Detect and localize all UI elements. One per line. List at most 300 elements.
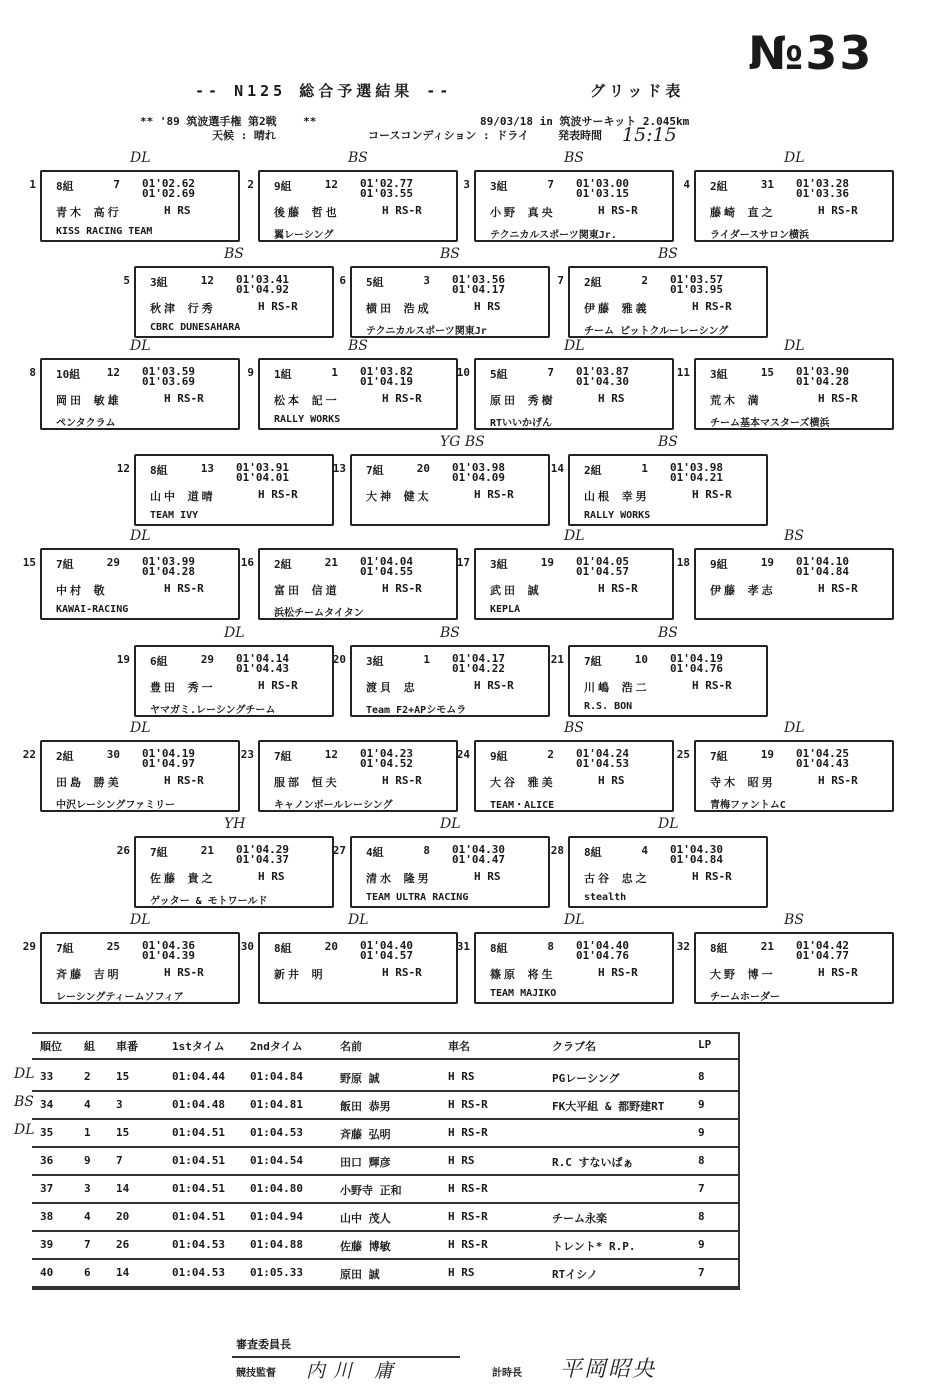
grid-position: 23 bbox=[240, 748, 254, 761]
card-second-time: 01'04.30 bbox=[576, 375, 629, 388]
card-second-time: 01'03.15 bbox=[576, 187, 629, 200]
card-second-time: 01'03.36 bbox=[796, 187, 849, 200]
card-car-name: H RS-R bbox=[382, 582, 422, 595]
grid-card bbox=[40, 358, 240, 430]
card-second-time: 01'04.01 bbox=[236, 471, 289, 484]
card-group: 3組 bbox=[490, 558, 508, 571]
weather: 天候 : 晴れ bbox=[212, 129, 276, 142]
grid-position: 20 bbox=[332, 653, 346, 666]
grid-card bbox=[474, 548, 674, 620]
grid-position: 6 bbox=[339, 274, 346, 287]
card-car-name: H RS-R bbox=[692, 488, 732, 501]
table-cell-t1: 01:04.53 bbox=[172, 1266, 225, 1279]
card-driver-name: 秋津 行秀 bbox=[150, 302, 216, 315]
card-car-name: H RS-R bbox=[692, 870, 732, 883]
table-cell-name: 佐藤 博敏 bbox=[340, 1240, 391, 1253]
card-first-time: 01'04.30 bbox=[670, 843, 723, 856]
grid-position: 18 bbox=[676, 556, 690, 569]
card-group: 7組 bbox=[150, 846, 168, 859]
grid-position: 5 bbox=[123, 274, 130, 287]
table-cell-club: PGレーシング bbox=[552, 1072, 620, 1085]
card-car-number: 29 bbox=[200, 653, 214, 666]
table-header-cell: 名前 bbox=[340, 1040, 362, 1053]
card-first-time: 01'04.36 bbox=[142, 939, 195, 952]
table-cell-t1: 01:04.51 bbox=[172, 1126, 225, 1139]
card-team-name: TEAM ULTRA RACING bbox=[366, 892, 469, 903]
card-group: 3組 bbox=[490, 180, 508, 193]
card-car-number: 20 bbox=[324, 940, 338, 953]
card-car-name: H RS-R bbox=[382, 204, 422, 217]
row-divider bbox=[32, 1090, 738, 1092]
grid-position: 1 bbox=[29, 178, 36, 191]
table-cell-rank: 38 bbox=[40, 1210, 54, 1223]
card-driver-name: 原田 秀樹 bbox=[490, 394, 556, 407]
row-divider bbox=[32, 1286, 738, 1288]
card-car-number: 20 bbox=[416, 462, 430, 475]
card-driver-name: 岡田 敏雄 bbox=[56, 394, 122, 407]
table-header-cell: クラブ名 bbox=[552, 1040, 596, 1053]
table-cell-grp: 1 bbox=[84, 1126, 91, 1139]
card-first-time: 01'04.42 bbox=[796, 939, 849, 952]
card-car-name: H RS-R bbox=[818, 774, 858, 787]
grid-position: 25 bbox=[676, 748, 690, 761]
grid-position: 21 bbox=[550, 653, 564, 666]
table-cell-no: 15 bbox=[116, 1070, 130, 1083]
card-car-number: 12 bbox=[106, 366, 120, 379]
tire-annotation: DL bbox=[130, 528, 151, 544]
card-driver-name: 佐藤 貴之 bbox=[150, 872, 216, 885]
grid-card bbox=[568, 266, 768, 338]
card-group: 7組 bbox=[56, 558, 74, 571]
card-second-time: 01'04.19 bbox=[360, 375, 413, 388]
card-group: 3組 bbox=[150, 276, 168, 289]
card-group: 8組 bbox=[56, 180, 74, 193]
table-cell-club: RTイシノ bbox=[552, 1268, 598, 1281]
tire-annotation: BS bbox=[440, 625, 460, 641]
card-group: 2組 bbox=[584, 276, 602, 289]
card-driver-name: 伊藤 雅義 bbox=[584, 302, 650, 315]
card-group: 2組 bbox=[56, 750, 74, 763]
row-tire-annotation: BS bbox=[14, 1094, 34, 1110]
card-second-time: 01'04.76 bbox=[576, 949, 629, 962]
event-name: ** '89 筑波選手権 第2戦 ** bbox=[140, 115, 317, 128]
tire-annotation: YH bbox=[224, 816, 246, 832]
card-car-number: 1 bbox=[331, 366, 338, 379]
card-first-time: 01'04.25 bbox=[796, 747, 849, 760]
card-team-name: 浜松チームタイタン bbox=[274, 608, 364, 619]
grid-card bbox=[134, 645, 334, 717]
card-second-time: 01'04.43 bbox=[236, 662, 289, 675]
card-driver-name: 田島 勝美 bbox=[56, 776, 122, 789]
grid-card bbox=[568, 836, 768, 908]
table-cell-t1: 01:04.48 bbox=[172, 1098, 225, 1111]
card-first-time: 01'03.98 bbox=[452, 461, 505, 474]
card-first-time: 01'03.98 bbox=[670, 461, 723, 474]
grid-position: 31 bbox=[456, 940, 470, 953]
card-team-name: テクニカルスポーツ関東Jr. bbox=[490, 230, 617, 241]
tire-annotation: BS bbox=[564, 150, 584, 166]
card-team-name: RALLY WORKS bbox=[584, 510, 651, 521]
card-car-number: 2 bbox=[547, 748, 554, 761]
grid-card bbox=[694, 358, 894, 430]
grid-card bbox=[40, 548, 240, 620]
card-driver-name: 川嶋 浩二 bbox=[584, 681, 650, 694]
table-cell-rank: 33 bbox=[40, 1070, 54, 1083]
header-divider bbox=[32, 1058, 738, 1060]
grid-position: 11 bbox=[676, 366, 690, 379]
card-first-time: 01'04.19 bbox=[670, 652, 723, 665]
card-team-name: KEPLA bbox=[490, 604, 521, 615]
card-first-time: 01'03.90 bbox=[796, 365, 849, 378]
card-driver-name: 古谷 忠之 bbox=[584, 872, 650, 885]
tire-annotation: DL bbox=[564, 912, 585, 928]
table-cell-club: R.C すないぱぁ bbox=[552, 1156, 634, 1169]
table-cell-club: チーム永楽 bbox=[552, 1212, 607, 1225]
tire-annotation: BS bbox=[564, 720, 584, 736]
card-car-name: H RS-R bbox=[164, 582, 204, 595]
tire-annotation: BS bbox=[658, 625, 678, 641]
card-driver-name: 山中 道晴 bbox=[150, 490, 216, 503]
card-car-number: 7 bbox=[113, 178, 120, 191]
card-car-name: H RS-R bbox=[818, 392, 858, 405]
grid-position: 27 bbox=[332, 844, 346, 857]
grid-position: 9 bbox=[247, 366, 254, 379]
table-cell-lp: 9 bbox=[698, 1126, 705, 1139]
card-group: 7組 bbox=[56, 942, 74, 955]
steward-signature: 内川 庸 bbox=[306, 1360, 402, 1382]
card-group: 8組 bbox=[584, 846, 602, 859]
table-cell-car: H RS-R bbox=[448, 1182, 488, 1195]
grid-position: 10 bbox=[456, 366, 470, 379]
card-team-name: KAWAI-RACING bbox=[56, 604, 129, 615]
card-group: 7組 bbox=[710, 750, 728, 763]
grid-position: 30 bbox=[240, 940, 254, 953]
card-driver-name: 斉藤 吉明 bbox=[56, 968, 122, 981]
card-second-time: 01'02.69 bbox=[142, 187, 195, 200]
card-team-name: 青梅ファントムC bbox=[710, 800, 786, 811]
table-cell-t2: 01:04.94 bbox=[250, 1210, 303, 1223]
card-second-time: 01'04.47 bbox=[452, 853, 505, 866]
table-cell-car: H RS bbox=[448, 1154, 475, 1167]
table-cell-car: H RS-R bbox=[448, 1126, 488, 1139]
card-car-number: 12 bbox=[324, 748, 338, 761]
table-cell-club: トレント* R.P. bbox=[552, 1240, 636, 1253]
card-second-time: 01'04.22 bbox=[452, 662, 505, 675]
table-cell-grp: 6 bbox=[84, 1266, 91, 1279]
table-cell-no: 15 bbox=[116, 1126, 130, 1139]
grid-position: 7 bbox=[557, 274, 564, 287]
row-divider bbox=[32, 1146, 738, 1148]
table-cell-car: H RS-R bbox=[448, 1210, 488, 1223]
table-cell-no: 3 bbox=[116, 1098, 123, 1111]
card-first-time: 01'04.23 bbox=[360, 747, 413, 760]
card-group: 5組 bbox=[366, 276, 384, 289]
tire-annotation: DL bbox=[130, 912, 151, 928]
row-divider bbox=[32, 1202, 738, 1204]
card-first-time: 01'02.62 bbox=[142, 177, 195, 190]
date-place: 89/03/18 in 筑波サーキット 2.045km bbox=[480, 115, 690, 128]
card-group: 2組 bbox=[710, 180, 728, 193]
grid-card bbox=[258, 170, 458, 242]
card-car-name: H RS-R bbox=[692, 679, 732, 692]
card-driver-name: 富田 信道 bbox=[274, 584, 340, 597]
card-team-name: チームホーダー bbox=[710, 992, 780, 1003]
table-cell-car: H RS-R bbox=[448, 1238, 488, 1251]
table-cell-name: 斉藤 弘明 bbox=[340, 1128, 391, 1141]
tire-annotation: DL bbox=[564, 528, 585, 544]
card-driver-name: 伊藤 孝志 bbox=[710, 584, 776, 597]
timekeeper-label: 計時長 bbox=[492, 1368, 522, 1379]
grid-card bbox=[350, 836, 550, 908]
table-cell-grp: 3 bbox=[84, 1182, 91, 1195]
table-cell-t1: 01:04.51 bbox=[172, 1182, 225, 1195]
table-cell-t2: 01:05.33 bbox=[250, 1266, 303, 1279]
grid-card bbox=[350, 645, 550, 717]
card-team-name: ライダースサロン横浜 bbox=[710, 230, 809, 241]
card-group: 7組 bbox=[366, 464, 384, 477]
card-first-time: 01'04.29 bbox=[236, 843, 289, 856]
grid-position: 32 bbox=[676, 940, 690, 953]
grid-card bbox=[40, 170, 240, 242]
table-cell-t2: 01:04.84 bbox=[250, 1070, 303, 1083]
card-team-name: RTいいかげん bbox=[490, 418, 553, 429]
card-second-time: 01'04.09 bbox=[452, 471, 505, 484]
table-cell-no: 20 bbox=[116, 1210, 130, 1223]
table-cell-t1: 01:04.44 bbox=[172, 1070, 225, 1083]
card-car-number: 21 bbox=[760, 940, 774, 953]
grid-position: 17 bbox=[456, 556, 470, 569]
grid-position: 2 bbox=[247, 178, 254, 191]
card-first-time: 01'03.91 bbox=[236, 461, 289, 474]
table-cell-no: 14 bbox=[116, 1266, 130, 1279]
tire-annotation: DL bbox=[130, 150, 151, 166]
card-driver-name: 青木 高行 bbox=[56, 206, 122, 219]
table-cell-rank: 40 bbox=[40, 1266, 54, 1279]
card-second-time: 01'04.57 bbox=[576, 565, 629, 578]
card-group: 8組 bbox=[710, 942, 728, 955]
grid-sheet-title: グリッド表 bbox=[590, 82, 685, 100]
card-car-name: H RS-R bbox=[598, 966, 638, 979]
card-driver-name: 後藤 哲也 bbox=[274, 206, 340, 219]
tire-annotation: DL bbox=[564, 338, 585, 354]
row-divider bbox=[32, 1230, 738, 1232]
card-second-time: 01'04.52 bbox=[360, 757, 413, 770]
card-driver-name: 服部 恒夫 bbox=[274, 776, 340, 789]
card-first-time: 01'03.56 bbox=[452, 273, 505, 286]
tire-annotation: DL bbox=[784, 338, 805, 354]
card-first-time: 01'04.05 bbox=[576, 555, 629, 568]
table-cell-t2: 01:04.88 bbox=[250, 1238, 303, 1251]
table-cell-rank: 36 bbox=[40, 1154, 54, 1167]
card-group: 3組 bbox=[366, 655, 384, 668]
table-cell-car: H RS bbox=[448, 1070, 475, 1083]
card-second-time: 01'04.84 bbox=[796, 565, 849, 578]
table-cell-lp: 9 bbox=[698, 1098, 705, 1111]
card-first-time: 01'03.28 bbox=[796, 177, 849, 190]
tire-annotation: BS bbox=[348, 338, 368, 354]
table-cell-name: 野原 誠 bbox=[340, 1072, 380, 1085]
table-cell-name: 田口 輝彦 bbox=[340, 1156, 391, 1169]
tire-annotation: DL bbox=[130, 338, 151, 354]
card-team-name: チーム基本マスターズ横浜 bbox=[710, 418, 830, 429]
card-group: 1組 bbox=[274, 368, 292, 381]
card-car-name: H RS-R bbox=[258, 488, 298, 501]
card-team-name: Team F2+APシモムラ bbox=[366, 705, 467, 716]
card-team-name: stealth bbox=[584, 892, 627, 903]
card-car-number: 21 bbox=[200, 844, 214, 857]
grid-card bbox=[694, 932, 894, 1004]
card-car-number: 1 bbox=[423, 653, 430, 666]
table-cell-grp: 9 bbox=[84, 1154, 91, 1167]
announce-label: 発表時間 bbox=[558, 129, 602, 142]
card-group: 5組 bbox=[490, 368, 508, 381]
table-cell-car: H RS-R bbox=[448, 1098, 488, 1111]
card-second-time: 01'03.95 bbox=[670, 283, 723, 296]
card-group: 9組 bbox=[274, 180, 292, 193]
grid-position: 26 bbox=[116, 844, 130, 857]
table-cell-name: 小野寺 正和 bbox=[340, 1184, 402, 1197]
grid-card bbox=[474, 932, 674, 1004]
card-team-name: レーシングティームソフィア bbox=[56, 992, 184, 1003]
grid-card bbox=[134, 836, 334, 908]
card-driver-name: 大谷 雅美 bbox=[490, 776, 556, 789]
table-header-cell: 順位 bbox=[40, 1040, 62, 1053]
steward-label: 競技監督 bbox=[236, 1368, 276, 1379]
card-car-name: H RS-R bbox=[258, 300, 298, 313]
card-team-name: RALLY WORKS bbox=[274, 414, 341, 425]
card-driver-name: 寺木 昭男 bbox=[710, 776, 776, 789]
table-cell-t2: 01:04.53 bbox=[250, 1126, 303, 1139]
card-driver-name: 松本 記一 bbox=[274, 394, 340, 407]
card-driver-name: 清水 隆男 bbox=[366, 872, 432, 885]
card-second-time: 01'04.92 bbox=[236, 283, 289, 296]
card-second-time: 01'03.55 bbox=[360, 187, 413, 200]
card-car-name: H RS-R bbox=[258, 679, 298, 692]
card-car-name: H RS-R bbox=[474, 488, 514, 501]
card-driver-name: 藤崎 直之 bbox=[710, 206, 776, 219]
grid-card bbox=[134, 454, 334, 526]
card-car-number: 8 bbox=[423, 844, 430, 857]
card-car-name: H RS-R bbox=[382, 966, 422, 979]
card-first-time: 01'04.40 bbox=[576, 939, 629, 952]
card-driver-name: 新井 明 bbox=[274, 968, 326, 981]
card-first-time: 01'04.14 bbox=[236, 652, 289, 665]
card-second-time: 01'04.53 bbox=[576, 757, 629, 770]
card-driver-name: 山根 幸男 bbox=[584, 490, 650, 503]
card-car-name: H RS-R bbox=[598, 204, 638, 217]
card-first-time: 01'03.82 bbox=[360, 365, 413, 378]
card-first-time: 01'04.19 bbox=[142, 747, 195, 760]
card-car-number: 8 bbox=[547, 940, 554, 953]
table-header-cell: LP bbox=[698, 1038, 712, 1051]
grid-card bbox=[568, 645, 768, 717]
card-second-time: 01'04.55 bbox=[360, 565, 413, 578]
chief-label: 審査委員長 bbox=[236, 1338, 291, 1351]
card-car-name: H RS-R bbox=[692, 300, 732, 313]
card-team-name: CBRC DUNESAHARA bbox=[150, 322, 241, 333]
card-first-time: 01'03.00 bbox=[576, 177, 629, 190]
table-cell-name: 原田 誠 bbox=[340, 1268, 380, 1281]
tire-annotation: DL bbox=[658, 816, 679, 832]
card-driver-name: 中村 敬 bbox=[56, 584, 108, 597]
row-divider bbox=[32, 1258, 738, 1260]
grid-card bbox=[474, 358, 674, 430]
card-driver-name: 荒木 満 bbox=[710, 394, 762, 407]
tire-annotation: BS bbox=[440, 246, 460, 262]
table-cell-rank: 37 bbox=[40, 1182, 54, 1195]
card-car-number: 19 bbox=[540, 556, 554, 569]
card-group: 7組 bbox=[274, 750, 292, 763]
card-car-name: H RS-R bbox=[164, 774, 204, 787]
card-second-time: 01'04.37 bbox=[236, 853, 289, 866]
table-cell-name: 山中 茂人 bbox=[340, 1212, 391, 1225]
grid-position: 16 bbox=[240, 556, 254, 569]
card-car-name: H RS bbox=[474, 870, 501, 883]
table-cell-rank: 34 bbox=[40, 1098, 54, 1111]
grid-position: 4 bbox=[683, 178, 690, 191]
course-condition: コースコンディション : ドライ bbox=[368, 129, 529, 142]
grid-position: 15 bbox=[22, 556, 36, 569]
table-cell-no: 14 bbox=[116, 1182, 130, 1195]
grid-card bbox=[40, 932, 240, 1004]
card-car-name: H RS bbox=[258, 870, 285, 883]
grid-position: 8 bbox=[29, 366, 36, 379]
card-second-time: 01'04.17 bbox=[452, 283, 505, 296]
card-team-name: テクニカルスポーツ関東Jr bbox=[366, 326, 487, 337]
grid-card bbox=[258, 740, 458, 812]
card-car-name: H RS bbox=[598, 392, 625, 405]
card-car-number: 25 bbox=[106, 940, 120, 953]
card-first-time: 01'03.99 bbox=[142, 555, 195, 568]
grid-card bbox=[474, 170, 674, 242]
grid-position: 24 bbox=[456, 748, 470, 761]
card-driver-name: 大野 博一 bbox=[710, 968, 776, 981]
table-cell-t1: 01:04.53 bbox=[172, 1238, 225, 1251]
table-cell-lp: 7 bbox=[698, 1266, 705, 1279]
card-first-time: 01'04.30 bbox=[452, 843, 505, 856]
card-first-time: 01'03.57 bbox=[670, 273, 723, 286]
table-header-cell: 車番 bbox=[116, 1040, 138, 1053]
card-second-time: 01'04.84 bbox=[670, 853, 723, 866]
card-second-time: 01'04.28 bbox=[142, 565, 195, 578]
card-first-time: 01'04.04 bbox=[360, 555, 413, 568]
row-divider bbox=[32, 1174, 738, 1176]
card-team-name: ペンタクラム bbox=[56, 418, 116, 429]
card-team-name: キャノンボールレーシング bbox=[274, 800, 393, 811]
timekeeper-signature: 平岡昭央 bbox=[560, 1357, 657, 1382]
card-car-number: 1 bbox=[641, 462, 648, 475]
table-cell-grp: 4 bbox=[84, 1098, 91, 1111]
card-second-time: 01'04.57 bbox=[360, 949, 413, 962]
table-cell-grp: 4 bbox=[84, 1210, 91, 1223]
card-car-name: H RS-R bbox=[382, 774, 422, 787]
card-car-name: H RS-R bbox=[382, 392, 422, 405]
tire-annotation: BS bbox=[658, 434, 678, 450]
card-group: 8組 bbox=[150, 464, 168, 477]
grid-position: 14 bbox=[550, 462, 564, 475]
card-team-name: 中沢レーシングファミリー bbox=[56, 800, 176, 811]
tire-annotation: DL bbox=[224, 625, 245, 641]
table-cell-t2: 01:04.80 bbox=[250, 1182, 303, 1195]
card-driver-name: 渡貝 忠 bbox=[366, 681, 418, 694]
card-group: 3組 bbox=[710, 368, 728, 381]
card-second-time: 01'04.43 bbox=[796, 757, 849, 770]
tire-annotation: DL bbox=[784, 720, 805, 736]
row-tire-annotation: DL bbox=[14, 1122, 35, 1138]
grid-card bbox=[694, 548, 894, 620]
card-first-time: 01'03.41 bbox=[236, 273, 289, 286]
card-group: 9組 bbox=[490, 750, 508, 763]
